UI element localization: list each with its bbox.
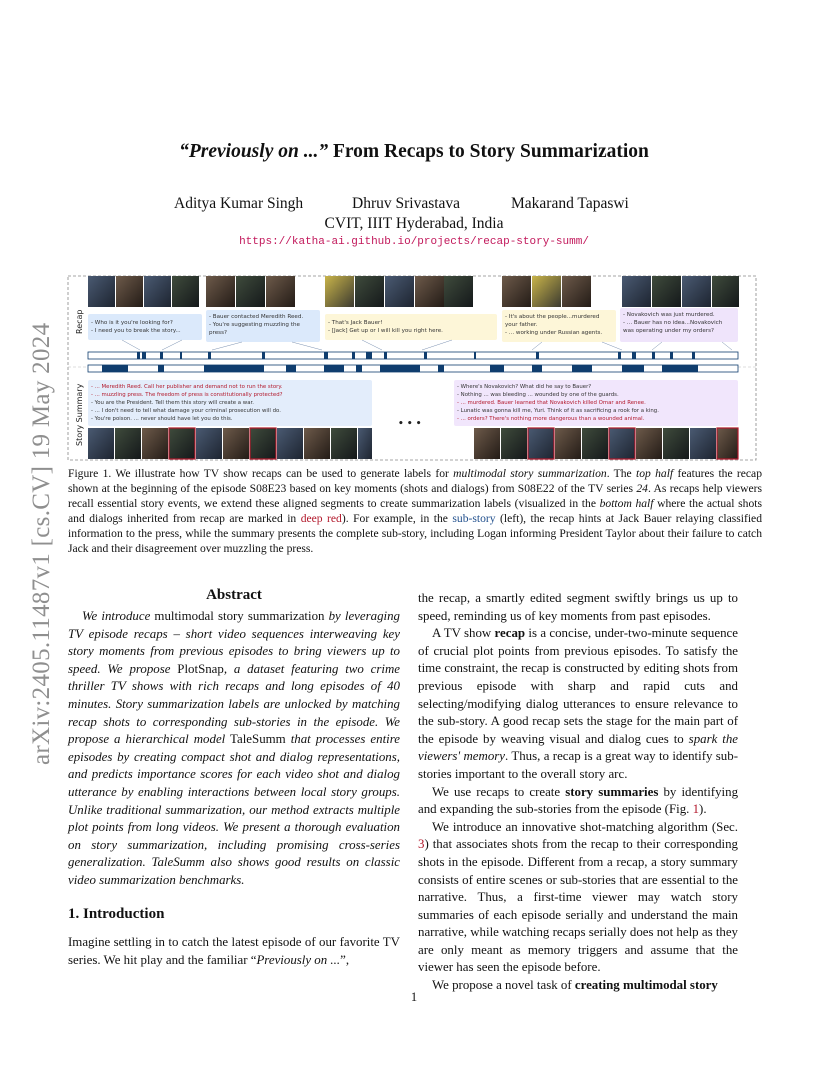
abstract-text: that processes entire episodes by creating compact shot and dialog representations, and predicts importance scores for each video shot and dialog utterance by enabling interactions between local story groups. Unlike traditional summarization, our method extracts multiple plot points from long videos. We present a thorough evaluation on story summarization, including promising cross-series generalization. TaleSumm also shows good results on classic video summarization benchmarks. (68, 732, 400, 887)
project-url[interactable]: https://katha-ai.github.io/projects/recap-story-summ/ (239, 236, 589, 248)
recap-thumbnails (88, 276, 739, 307)
section-ref-link[interactable]: 3 (418, 837, 425, 852)
summary-thumb (636, 428, 662, 459)
summary-thumb-highlighted (717, 428, 738, 459)
figure-caption (68, 466, 762, 557)
summary-thumb (690, 428, 716, 459)
intro-text: A TV show (432, 626, 495, 641)
abstract-text: multimodal story summarization (150, 609, 329, 623)
recap-thumb (444, 276, 473, 307)
recap-line: - You're suggesting muzzling the (209, 322, 300, 328)
page-number: 1 (410, 990, 418, 1004)
summary-line-highlighted: - ... Meredith Reed. Call her publisher and demand not to run the story. (91, 384, 283, 390)
summary-thumb (115, 428, 141, 459)
recap-thumb (652, 276, 681, 307)
summary-line: - Nothing ... was bleeding ... wounded by one of the guards. (457, 392, 619, 398)
recap-line: - Who is it you're looking for? (91, 320, 173, 326)
abstract-heading: Abstract (206, 587, 262, 603)
summary-line-highlighted: - ... orders? There's nothing more dangerous than a wounded animal. (457, 416, 645, 422)
summary-thumb-highlighted (250, 428, 276, 459)
recap-thumb (172, 276, 199, 307)
caption-text: where the actual shots and dialogs inherited from recap are marked in (68, 497, 762, 526)
recap-dialog-text (623, 312, 724, 334)
summary-thumb (88, 428, 114, 459)
intro-text: . Thus, a recap is a great way to identify sub-stories important to the overall story arc. (418, 749, 738, 781)
recap-thumb (325, 276, 354, 307)
recap-thumb (236, 276, 265, 307)
recap-dialogs (88, 308, 738, 342)
caption-italic: 24 (636, 482, 648, 496)
summary-thumb (196, 428, 222, 459)
recap-thumb (88, 276, 115, 307)
summary-line: - You're poison. ... never should have let you do this. (91, 416, 233, 422)
arxiv-stamp-text: arXiv:2405.11487v1 [cs.CV] 19 May 2024 (28, 322, 55, 765)
intro-text: We use recaps to create (432, 784, 566, 799)
summary-line: - ... I don't need to tell what damage your criminal prosecution will do. (91, 408, 281, 414)
recap-line: was operating under my orders? (623, 328, 714, 334)
summary-thumb (142, 428, 168, 459)
summary-thumb (304, 428, 330, 459)
caption-text: Figure 1. We illustrate how TV show recaps can be used to generate labels for (68, 467, 454, 480)
recap-thumb (116, 276, 143, 307)
recap-thumb (355, 276, 384, 307)
recap-line: - [Jack] Get up or I will kill you right here. (328, 328, 443, 334)
abstract-body (68, 608, 400, 890)
recap-thumb (385, 276, 414, 307)
intro-text: ) that associates shots from the recap to their corresponding shots in the episode. Different from a recap, a story summary consists of entire scenes or sub-stories that are essential to the narrative. Thus, a first-time viewer may watch story summaries of each episode serially and understand the main narrative, while watching recaps serially does not help as they are only meant as memory triggers and assume that the viewer has seen the episode before. (418, 837, 739, 975)
summary-thumb (555, 428, 581, 459)
intro-italic: spark the viewers' memory (418, 731, 739, 764)
summary-thumb (474, 428, 500, 459)
author-3: Makarand Tapaswi (511, 195, 629, 212)
recap-label: Recap (75, 309, 84, 334)
summary-line-highlighted: - ... muzzling press. The freedom of press is constitutionally protected? (91, 392, 283, 398)
summary-thumb (277, 428, 303, 459)
recap-line: - ... working under Russian agents. (505, 330, 603, 336)
figure-ellipsis: • • • (398, 419, 422, 429)
intro-paragraph-4 (418, 819, 738, 977)
summary-line: - Where's Novakovich? What did he say to Bauer? (457, 384, 592, 390)
intro-bold: creating multimodal story (574, 978, 718, 993)
intro-paragraph-1-cont: the recap, a smartly edited segment swiftly brings us up to speed, reminding us of key moments from past episodes. (418, 591, 738, 623)
recap-thumb (622, 276, 651, 307)
intro-text: by identifying and expanding the sub-stories from the episode (Fig. (418, 784, 739, 817)
intro-text: ). (699, 802, 707, 817)
figure-1 (62, 274, 762, 462)
recap-line: - I need you to break the story... (91, 328, 181, 334)
right-column (418, 590, 738, 995)
recap-dialog-box (325, 314, 497, 340)
recap-thumb (266, 276, 295, 307)
abstract-text: , a dataset featuring two crime thriller TV shows with rich recaps and long episodes of 40 minutes. Story summarization labels are unlocked by matching recap shots to corresponding sub-stories in the episode. We propose a hierarchical model (68, 661, 400, 747)
summary-thumb-highlighted (169, 428, 195, 459)
recap-thumb (415, 276, 444, 307)
paper-title (0, 141, 828, 163)
intro-bold: recap (494, 626, 526, 641)
abstract-text: TaleSumm (225, 732, 291, 747)
recap-thumb (682, 276, 711, 307)
caption-italic: multimodal story summarization (453, 467, 607, 480)
intro-paragraph-2 (418, 625, 738, 783)
figure-1-graphic (62, 274, 762, 462)
abstract-text: We introduce (82, 609, 151, 623)
caption-text: features the recap shown at the beginning of the episode S08E23 based on key moments (shots and dialogs) from S08E22 of the TV series (68, 467, 762, 496)
summary-thumb (358, 428, 372, 459)
author-1: Aditya Kumar Singh (174, 195, 304, 212)
intro-text: is a concise, under-two-minute sequence of crucial plot points from previous episodes. To satisfy the time constraint, the recap is constructed by editing shots from previous episode with sharp and rapid cuts and selecting/modifying dialog utterances to ensure relevance to the sub-story. A good recap sets the stage for the main part of the episode by weaving visual and dialog cues to (418, 626, 738, 746)
title-quote: “Previously on ...” (179, 141, 329, 162)
recap-timeline (88, 352, 738, 359)
intro-paragraph-3 (418, 784, 738, 819)
intro-bold: story summaries (565, 784, 659, 799)
summary-thumb-highlighted (609, 428, 635, 459)
summary-thumb (582, 428, 608, 459)
intro-text: We introduce an innovative shot-matching algorithm (Sec. (432, 819, 738, 834)
caption-text: (left), the recap hints at Jack Bauer relaying classified information to the press, while the summary presents the complete sub-story, including Logan informing President Taylor about their failure to catch Jack and their disagreement over muzzling the press. (68, 512, 762, 556)
intro-heading: 1. Introduction (68, 906, 165, 922)
recap-dialog-box (88, 314, 202, 340)
caption-text: . The (606, 467, 636, 480)
caption-text: . As recaps help viewers recall essential story events, we extend these aligned segments to create summarization labels (visualized in the (68, 482, 762, 511)
intro-text: We propose a novel task of (432, 978, 575, 993)
summary-thumb (501, 428, 527, 459)
recap-line: - ... Bauer has no idea...Novakovich (623, 320, 723, 326)
summary-thumb (663, 428, 689, 459)
summary-label: Story Summary (75, 383, 84, 446)
intro-paragraph-1 (68, 934, 400, 969)
figure-ref-link[interactable]: 1 (692, 802, 700, 817)
abstract-text: PlotSnap (170, 661, 224, 676)
summary-line: - You are the President. Tell them this story will create a war. (91, 400, 254, 406)
recap-thumb (562, 276, 591, 307)
title-rest: From Recaps to Story Summarization (328, 141, 649, 162)
intro-text: Previously on ... (256, 952, 341, 967)
arxiv-stamp (22, 275, 56, 775)
summary-thumb (223, 428, 249, 459)
recap-line: press? (209, 330, 227, 336)
caption-sub-story: sub-story (452, 512, 496, 526)
caption-deep-red: deep red (300, 512, 342, 526)
recap-line: - It's about the people...murdered (505, 314, 600, 320)
recap-line: your father. (505, 322, 538, 328)
recap-line: - That's Jack Bauer! (328, 320, 383, 326)
recap-thumb (532, 276, 561, 307)
affiliation: CVIT, IIIT Hyderabad, India (324, 215, 504, 232)
recap-thumb (712, 276, 739, 307)
caption-italic: bottom half (599, 497, 654, 511)
recap-line: - Bauer contacted Meredith Reed. (209, 314, 304, 320)
recap-line: - Novakovich was just murdered. (623, 312, 715, 318)
caption-text: ). For example, in the (341, 512, 453, 526)
summary-line-highlighted: - ... murdered. Bauer learned that Novakovich killed Omar and Renee. (457, 400, 646, 406)
author-2: Dhruv Srivastava (352, 195, 461, 212)
summary-thumb (331, 428, 357, 459)
caption-italic: top half (636, 467, 674, 480)
recap-thumb (206, 276, 235, 307)
abstract-text: by leveraging TV episode recaps – short video sequences interweaving key story moments from previous episodes to bring viewers up to speed. We propose (68, 609, 400, 676)
intro-text: Imagine settling in to catch the latest episode of our favorite TV series. We hit play and the familiar “ (68, 935, 400, 967)
recap-thumb (144, 276, 171, 307)
summary-line: - Lunatic was gonna kill me, Yuri. Think of it as sacrificing a rook for a king. (457, 408, 659, 414)
summary-thumbnails (88, 428, 738, 459)
intro-text: ”, (340, 952, 350, 967)
summary-thumb-highlighted (528, 428, 554, 459)
recap-thumb (502, 276, 531, 307)
